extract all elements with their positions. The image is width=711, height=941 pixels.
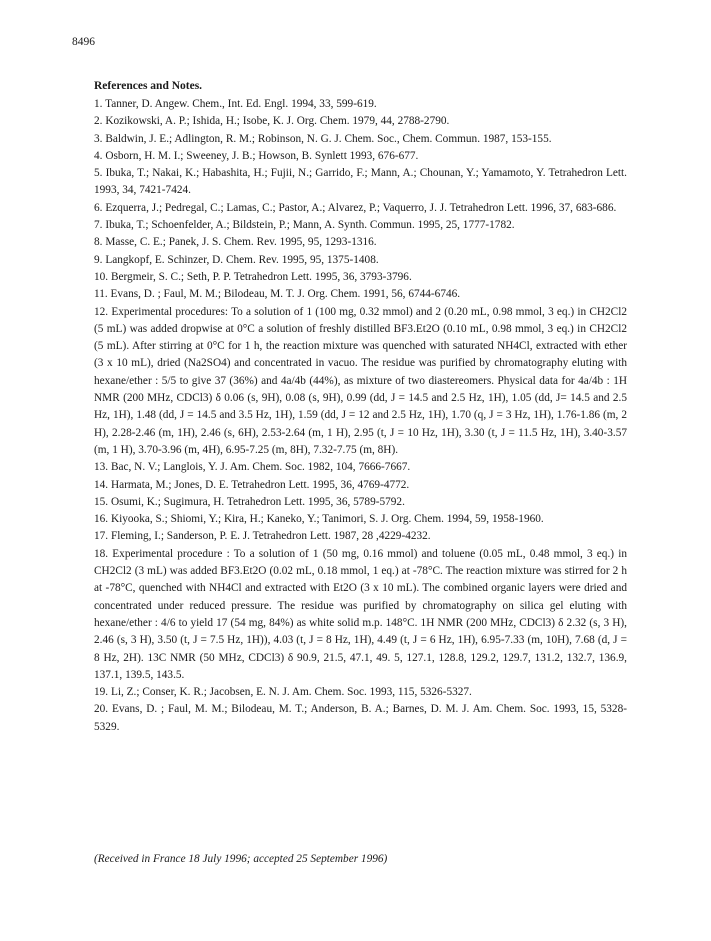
reference-text: Osumi, K.; Sugimura, H. Tetrahedron Lett. 1995, 36, 5789-5792. <box>110 495 405 508</box>
reference-text: Kozikowski, A. P.; Ishida, H.; Isobe, K. J. Org. Chem. 1979, 44, 2788-2790. <box>105 115 450 128</box>
reference-number: 16. <box>94 513 109 526</box>
reference-number: 4. <box>94 149 103 162</box>
reference-text: Fleming, I.; Sanderson, P. E. J. Tetrahedron Lett. 1987, 28 ,4229-4232. <box>110 530 431 543</box>
reference-item <box>94 234 627 251</box>
reference-number: 13. <box>94 461 109 474</box>
reference-number: 11. <box>94 288 108 301</box>
reference-text: Tanner, D. Angew. Chem., Int. Ed. Engl. 1994, 33, 599-619. <box>105 98 377 110</box>
references-section <box>94 80 627 736</box>
reference-item <box>94 148 627 165</box>
reference-number: 20. <box>94 703 109 716</box>
reference-item <box>94 269 627 286</box>
reference-text: Ibuka, T.; Schoenfelder, A.; Bildstein, P.; Mann, A. Synth. Commun. 1995, 25, 1777-1782. <box>105 219 515 232</box>
reference-item <box>94 200 627 217</box>
reference-number: 3. <box>94 132 103 145</box>
reference-text: Osborn, H. M. I.; Sweeney, J. B.; Howson, B. Synlett 1993, 676-677. <box>105 149 419 162</box>
reference-text: Ezquerra, J.; Pedregal, C.; Lamas, C.; Pastor, A.; Alvarez, P.; Vaquerro, J. J. Tetrahedron Lett. 1996, 37, 683-686. <box>105 201 617 214</box>
reference-list <box>94 96 627 736</box>
reference-item <box>94 494 627 511</box>
reference-text: Experimental procedure : To a solution of 1 (50 mg, 0.16 mmol) and toluene (0.05 mL, 0.48 mmol, 3 eq.) in CH2Cl2 (3 mL) was added BF3.Et2O (0.02 mL, 0.18 mmol, 1 eq.) at -78°C. The reaction mixture was stirred for 2 h at -78°C, quenched with NH4Cl and extracted with Et2O (3 x 10 mL). The combined organic layers were dried and concentrated under reduced pressure. The residue was purified by chromatography on silica gel eluting with hexane/ether : 4/6 to yield 17 (54 mg, 84%) as white solid m.p. 148°C. 1H NMR (200 MHz, CDCl3) δ 2.32 (s, 3 H), 2.46 (s, 3 H), 3.50 (t, J = 7.5 Hz, 1H)), 4.03 (t, J = 8 Hz, 1H), 4.49 (t, J = 6 Hz, 1H), 6.95-7.33 (m, 10H), 7.68 (d, J = 8 Hz, 2H). 13C NMR (50 MHz, CDCl3) δ 90.9, 21.5, 47.1, 49. 5, 127.1, 128.8, 129.2, 129.7, 131.2, 132.7, 136.9, 137.1, 139.5, 143.5. <box>94 547 627 681</box>
reference-item <box>94 131 627 148</box>
reference-item <box>94 217 627 234</box>
reference-item <box>94 459 627 476</box>
reference-item <box>94 546 627 684</box>
reference-item <box>94 528 627 545</box>
reference-item <box>94 684 627 701</box>
reference-number: 15. <box>94 495 109 508</box>
reference-text: Evans, D. ; Faul, M. M.; Bilodeau, M. T. J. Org. Chem. 1991, 56, 6744-6746. <box>110 288 461 301</box>
reference-number: 10. <box>94 270 109 283</box>
reference-text: Ibuka, T.; Nakai, K.; Habashita, H.; Fujii, N.; Garrido, F.; Mann, A.; Chounan, Y.; Yamamoto, Y. Tetrahedron Lett. 1993, 34, 7421-7424. <box>94 167 627 197</box>
reference-text: Kiyooka, S.; Shiomi, Y.; Kira, H.; Kaneko, Y.; Tanimori, S. J. Org. Chem. 1994, 59, 1958-1960. <box>110 513 544 526</box>
references-heading: References and Notes. <box>94 80 203 92</box>
reference-item <box>94 252 627 269</box>
reference-text: Evans, D. ; Faul, M. M.; Bilodeau, M. T.; Anderson, B. A.; Barnes, D. M. J. Am. Chem. Soc. 1993, 15, 5328-5329. <box>94 703 627 733</box>
reference-item <box>94 701 627 736</box>
reference-item <box>94 511 627 528</box>
reference-item <box>94 113 627 130</box>
reference-text: Langkopf, E. Schinzer, D. Chem. Rev. 1995, 95, 1375-1408. <box>105 253 379 266</box>
reference-item <box>94 304 627 460</box>
reference-text: Experimental procedures: To a solution of 1 (100 mg, 0.32 mmol) and 2 (0.20 mL, 0.98 mmol, 3 eq.) in CH2Cl2 (5 mL) was added dropwise at 0°C a solution of freshly distilled BF3.Et2O (0.10 mL, 0.98 mmol, 3 eq.) in CH2Cl2 (5 mL). After stirring at 0°C for 1 h, the reaction mixture was quenched with saturated NH4Cl, extracted with ether (3 x 10 mL), dried (Na2SO4) and concentrated in vacuo. The residue was purified by chromatography eluting with hexane/ether : 5/5 to give 37 (36%) and 4a/4b (44%), as mixture of two diastereomers. Physical data for 4a/4b : 1H NMR (200 MHz, CDCl3) δ 0.06 (s, 9H), 0.08 (s, 9H), 0.99 (dd, J = 14.5 and 2.5 Hz, 1H), 1.05 (dd, J= 14.5 and 2.5 Hz, 1H), 1.48 (dd, J = 14.5 and 3.5 Hz, 1H), 1.59 (dd, J = 12 and 2.5 Hz, 1H), 1.70 (q, J = 3 Hz, 1H), 1.76-1.86 (m, 2 H), 2.28-2.46 (m, 1H), 2.46 (s, 6H), 2.53-2.64 (m, 1 H), 2.95 (t, J = 10 Hz, 1H), 3.30 (t, J = 11.5 Hz, 1H), 3.40-3.57 (m, 1 H), 3.70-3.96 (m, 4H), 6.95-7.25 (m, 8H), 7.32-7.75 (m, 8H). <box>94 305 628 456</box>
received-line: (Received in France 18 July 1996; accepted 25 September 1996) <box>94 853 388 865</box>
reference-number: 1. <box>94 98 103 110</box>
reference-item <box>94 96 627 113</box>
reference-item <box>94 477 627 494</box>
reference-number: 17. <box>94 530 109 543</box>
reference-number: 12. <box>94 305 109 318</box>
reference-text: Bac, N. V.; Langlois, Y. J. Am. Chem. Soc. 1982, 104, 7666-7667. <box>110 461 411 474</box>
reference-number: 7. <box>94 219 103 232</box>
reference-text: Baldwin, J. E.; Adlington, R. M.; Robinson, N. G. J. Chem. Soc., Chem. Commun. 1987, 153-155. <box>105 132 552 145</box>
reference-text: Bergmeir, S. C.; Seth, P. P. Tetrahedron Lett. 1995, 36, 3793-3796. <box>110 270 412 283</box>
reference-number: 2. <box>94 115 103 128</box>
reference-number: 6. <box>94 201 103 214</box>
reference-number: 8. <box>94 236 103 249</box>
reference-number: 5. <box>94 167 103 180</box>
reference-item <box>94 286 627 303</box>
reference-number: 18. <box>94 547 109 560</box>
reference-number: 14. <box>94 478 109 491</box>
reference-text: Harmata, M.; Jones, D. E. Tetrahedron Lett. 1995, 36, 4769-4772. <box>110 478 410 491</box>
reference-text: Li, Z.; Conser, K. R.; Jacobsen, E. N. J. Am. Chem. Soc. 1993, 115, 5326-5327. <box>110 686 472 699</box>
page-number: 8496 <box>72 36 95 48</box>
reference-number: 9. <box>94 253 103 266</box>
reference-text: Masse, C. E.; Panek, J. S. Chem. Rev. 1995, 95, 1293-1316. <box>105 236 377 249</box>
reference-item <box>94 165 627 200</box>
reference-number: 19. <box>94 686 109 699</box>
